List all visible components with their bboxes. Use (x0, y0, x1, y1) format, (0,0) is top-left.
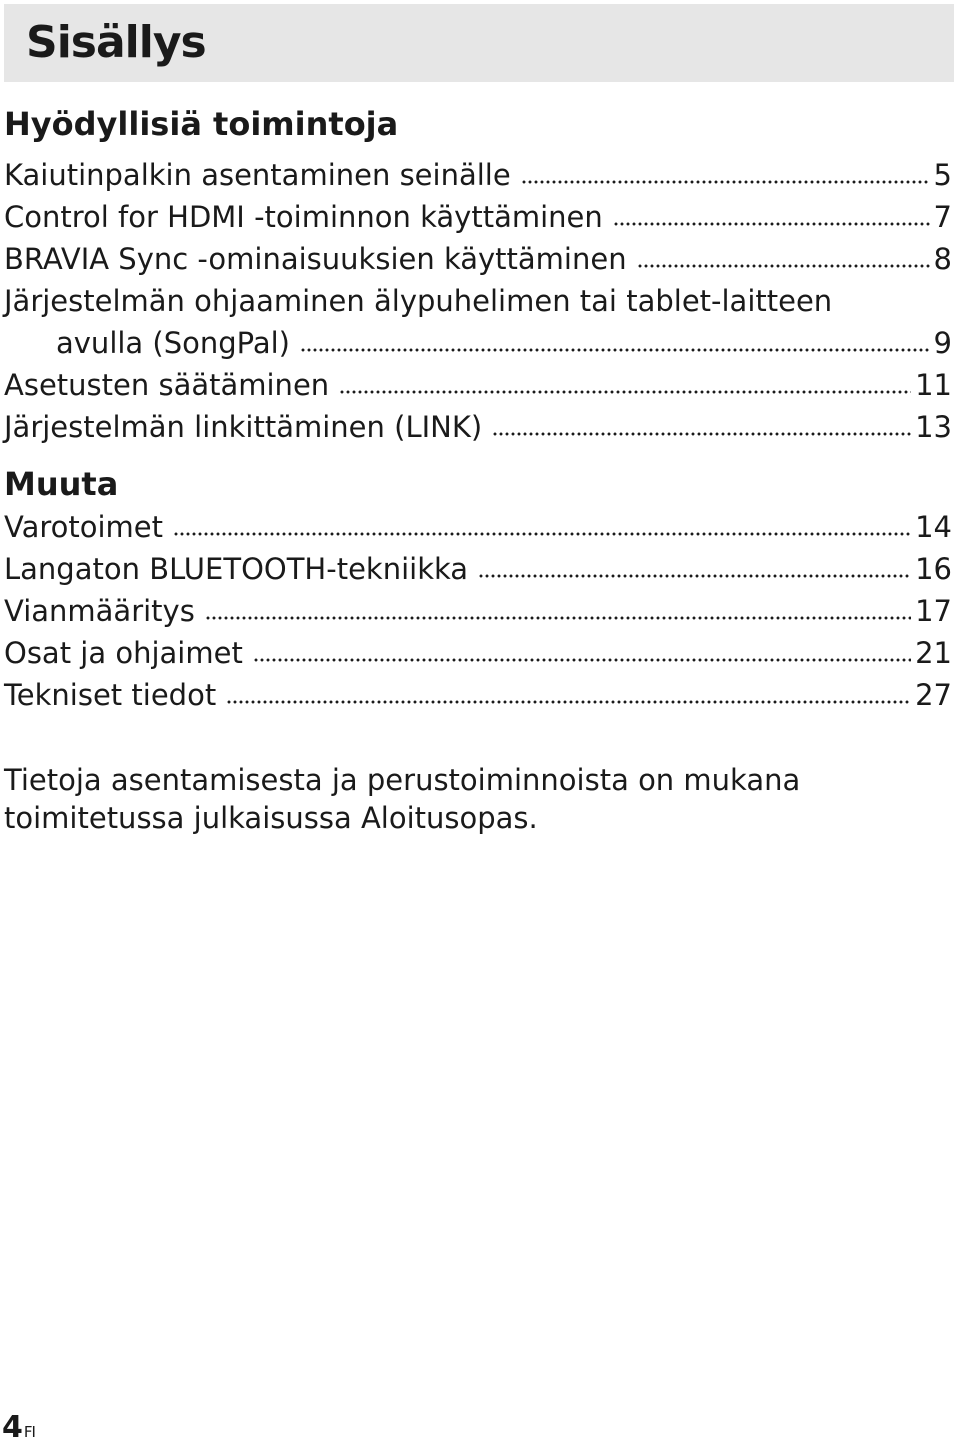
toc-entry-label: Langaton BLUETOOTH-tekniikka (4, 552, 469, 586)
toc-entry-second-line (4, 322, 952, 364)
toc-entry[interactable] (4, 506, 952, 548)
toc-entry-page: 21 (915, 636, 952, 670)
toc-entry-page: 16 (915, 552, 952, 586)
title-bar (4, 4, 954, 82)
page-title: Sisällys (26, 17, 206, 68)
toc-list (4, 154, 952, 448)
leader-dots (637, 249, 930, 269)
toc-entry-label: Tekniset tiedot (4, 678, 217, 712)
toc-entry[interactable] (4, 590, 952, 632)
toc-entry-page: 11 (915, 368, 952, 402)
note-line: toimitetussa julkaisussa Aloitusopas. (4, 801, 538, 835)
leader-dots (339, 375, 911, 395)
leader-dots (613, 207, 930, 227)
toc-entry-label: Vianmääritys (4, 594, 195, 628)
leader-dots (300, 333, 930, 353)
toc-entry[interactable] (4, 154, 952, 196)
toc-entry-page: 5 (933, 158, 952, 192)
toc-entry-page: 13 (915, 410, 952, 444)
toc-entry-label: Kaiutinpalkin asentaminen seinälle (4, 158, 511, 192)
toc-entry-label: Control for HDMI -toiminnon käyttäminen (4, 200, 603, 234)
leader-dots (492, 417, 911, 437)
toc-entry[interactable] (4, 632, 952, 674)
section-heading: Hyödyllisiä toimintoja (4, 105, 399, 143)
toc-entry-page: 8 (933, 242, 952, 276)
toc-entry[interactable] (4, 674, 952, 716)
toc-entry[interactable] (4, 406, 952, 448)
toc-entry-label-line2: avulla (SongPal) (56, 326, 290, 360)
leader-dots (521, 165, 930, 185)
toc-section-other (4, 464, 952, 716)
toc-entry-label-line1: Järjestelmän ohjaaminen älypuhelimen tai tablet-laitteen (4, 284, 833, 318)
section-heading: Muuta (4, 465, 119, 503)
note-line: Tietoja asentamisesta ja perustoiminnoista on mukana (4, 763, 801, 797)
toc-entry[interactable] (4, 238, 952, 280)
toc-entry[interactable] (4, 196, 952, 238)
toc-entry[interactable] (4, 280, 952, 364)
page-footer (2, 1410, 35, 1446)
toc-entry-page: 9 (933, 326, 952, 360)
toc-entry[interactable] (4, 364, 952, 406)
leader-dots (173, 517, 911, 537)
toc-entry-page: 7 (933, 200, 952, 234)
leader-dots (205, 601, 911, 621)
language-code: FI (23, 1423, 35, 1441)
toc-entry-page: 27 (915, 678, 952, 712)
toc-list (4, 506, 952, 716)
toc-entry-page: 14 (915, 510, 952, 544)
leader-dots (253, 643, 911, 663)
leader-dots (478, 559, 911, 579)
toc-section-useful-functions (4, 104, 952, 448)
toc-entry-label: Järjestelmän linkittäminen (LINK) (4, 410, 483, 444)
toc-entry-label: Osat ja ohjaimet (4, 636, 243, 670)
toc-entry[interactable] (4, 548, 952, 590)
toc-entry-label: Varotoimet (4, 510, 164, 544)
page-number: 4 (2, 1410, 22, 1445)
getting-started-note (4, 761, 944, 837)
leader-dots (226, 685, 911, 705)
toc-entry-page: 17 (915, 594, 952, 628)
toc-entry-label: Asetusten säätäminen (4, 368, 330, 402)
toc-entry-label: BRAVIA Sync -ominaisuuksien käyttäminen (4, 242, 627, 276)
